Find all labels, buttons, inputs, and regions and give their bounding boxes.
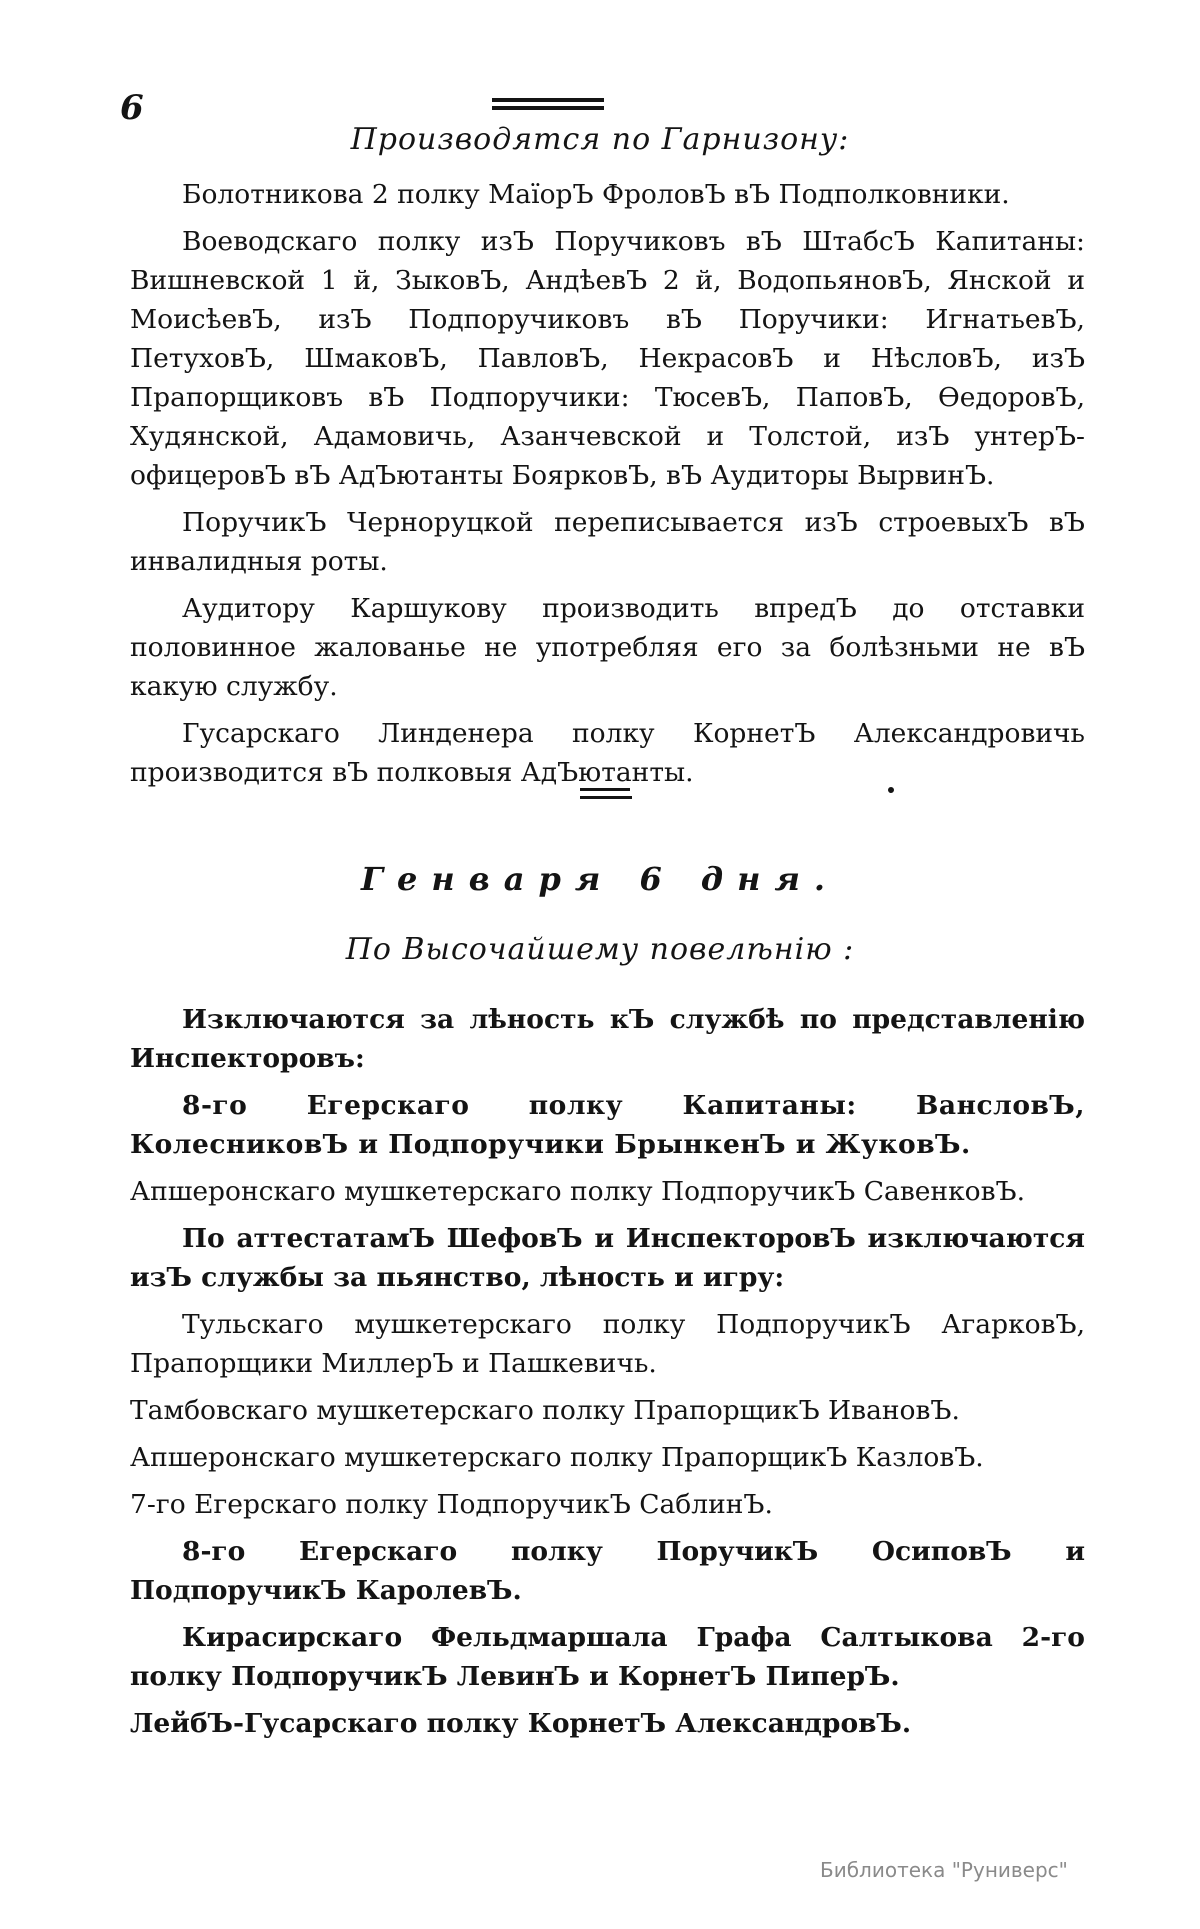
- separator-dot: [888, 787, 894, 793]
- top-rule-upper: [492, 98, 604, 102]
- paragraph: По аттестатамЪ ШефовЪ и ИнспекторовЪ изключаются изЪ службы за пьянство, лѣность и игру:: [130, 1223, 1085, 1293]
- paragraph: 8-го Егерскаго полку Капитаны: ВансловЪ, КолесниковЪ и Подпоручики БрынкенЪ и ЖуковЪ.: [130, 1090, 1085, 1160]
- page-number: 6: [120, 88, 144, 128]
- section-garrison-body: [130, 175, 1085, 800]
- paragraph: ЛейбЪ-Гусарскаго полку КорнетЪ АлександровЪ.: [130, 1708, 912, 1739]
- paragraph: Изключаются за лѣность кЪ службѣ по представленію Инспекторовъ:: [130, 1004, 1085, 1074]
- paragraph: Гусарскаго Линденера полку КорнетЪ Александровичь производится вЪ полковыя АдЪютанты.: [130, 718, 1085, 788]
- paragraph: Кирасирскаго Фельдмаршала Графа Салтыкова 2-го полку ПодпоручикЪ ЛевинЪ и КорнетЪ ПиперЪ.: [130, 1622, 1085, 1692]
- paragraph: Тамбовскаго мушкетерскаго полку ПрапорщикЪ ИвановЪ.: [130, 1395, 960, 1426]
- date-heading: Генваря 6 дня.: [360, 860, 840, 898]
- paragraph: 8-го Егерскаго полку ПоручикЪ ОсиповЪ и ПодпоручикЪ КаролевЪ.: [130, 1536, 1085, 1606]
- separator-rule-lower: [580, 796, 632, 799]
- paragraph: Аудитору Каршукову производить впредЪ до отставки половинное жалованье не употребляя его за болѣзньми не вЪ какую службу.: [130, 593, 1085, 702]
- paragraph: ПоручикЪ Черноруцкой переписывается изЪ строевыхЪ вЪ инвалидныя роты.: [130, 507, 1085, 577]
- library-watermark: Библиотека "Руниверс": [820, 1858, 1068, 1882]
- section-heading-garrison: Производятся по Гарнизону:: [350, 122, 850, 157]
- paragraph: 7-го Егерскаго полку ПодпоручикЪ СаблинЪ.: [130, 1489, 773, 1520]
- paragraph: Воеводскаго полку изЪ Поручиковъ вЪ ШтабсЪ Капитаны: Вишневской 1 й, ЗыковЪ, АндѣевЪ 2 й, ВодопьяновЪ, Янской и МоисѣевЪ, изЪ Подпоручиковъ вЪ Поручики: ИгнатьевЪ, ПетуховЪ, ШмаковЪ, ПавловЪ, НекрасовЪ и НѣсловЪ, изЪ Прапорщиковъ вЪ Подпоручики: ТюсевЪ, ПаповЪ, ѲедоровЪ, Худянской, Адамовичь, Азанчевской и Толстой, изЪ унтерЪ-офицеровЪ вЪ АдЪютанты БоярковЪ, вЪ Аудиторы ВырвинЪ.: [130, 226, 1085, 491]
- paragraph: Апшеронскаго мушкетерскаго полку ПодпоручикЪ СавенковЪ.: [130, 1176, 1026, 1207]
- paragraph: Болотникова 2 полку МаїорЪ ФроловЪ вЪ Подполковники.: [182, 179, 1010, 210]
- decree-subheading: По Высочайшему повелѣнію :: [345, 932, 855, 967]
- paragraph: Тульскаго мушкетерскаго полку ПодпоручикЪ АгарковЪ, Прапорщики МиллерЪ и Пашкевичь.: [130, 1309, 1085, 1379]
- section-dismissals-body: [130, 1000, 1085, 1751]
- top-rule-lower: [492, 106, 604, 110]
- separator-rule-upper: [580, 788, 630, 791]
- paragraph: Апшеронскаго мушкетерскаго полку ПрапорщикЪ КазловЪ.: [130, 1442, 984, 1473]
